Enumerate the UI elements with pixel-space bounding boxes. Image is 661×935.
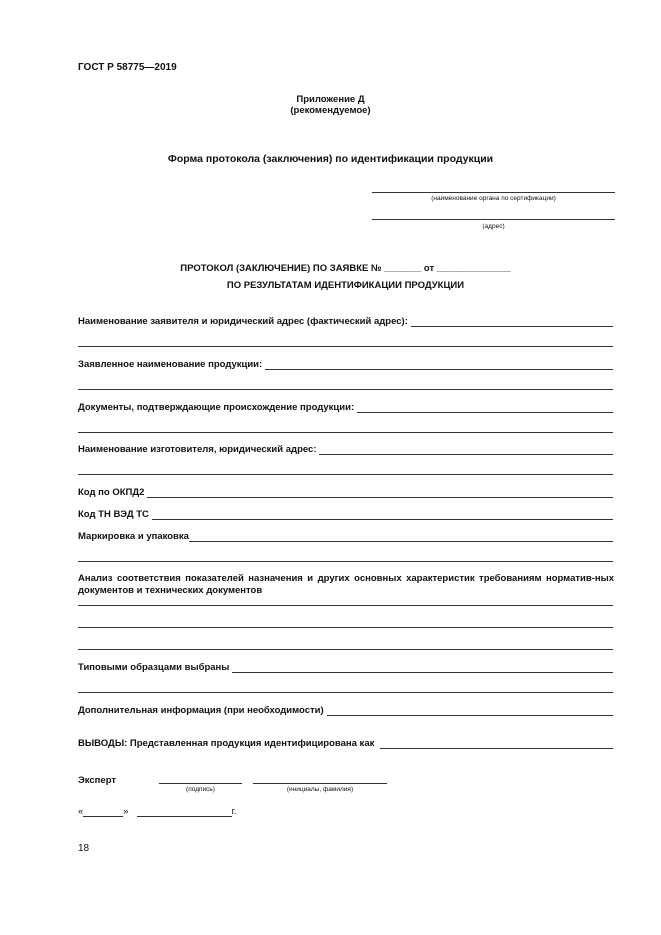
manufacturer-line-2[interactable]: [78, 474, 613, 475]
applicant-line-2[interactable]: [78, 346, 613, 347]
org-name-line[interactable]: [372, 192, 615, 193]
conclusions-line[interactable]: [380, 739, 613, 749]
standard-code: ГОСТ Р 58775—2019: [78, 62, 177, 73]
appendix-subtitle: (рекомендуемое): [290, 105, 371, 116]
applicant-label: Наименование заявителя и юридический адрес (фактический адрес):: [78, 316, 408, 327]
analysis-label: Анализ соответствия показателей назначения и других основных характеристик требованиям норматив-ных документов и технических документов: [78, 573, 614, 596]
marking-line-2[interactable]: [78, 561, 613, 562]
signature-line[interactable]: [159, 783, 242, 784]
date-month-line[interactable]: [137, 807, 232, 817]
manufacturer-line[interactable]: [319, 445, 613, 455]
appendix-title: Приложение Д: [296, 94, 365, 105]
date-open-quote: «: [78, 806, 84, 817]
marking-line[interactable]: [189, 532, 613, 542]
date-close-quote: »: [123, 806, 129, 817]
product-name-line-2[interactable]: [78, 389, 613, 390]
initials-line[interactable]: [253, 783, 387, 784]
org-address-line[interactable]: [372, 219, 615, 220]
documents-line-2[interactable]: [78, 432, 613, 433]
analysis-line-1[interactable]: [78, 605, 613, 606]
initials-caption: (инициалы, фамилия): [286, 786, 354, 793]
tnved-field: [78, 509, 613, 520]
form-title: Форма протокола (заключения) по идентификации продукции: [167, 153, 494, 165]
samples-label: Типовыми образцами выбраны: [78, 662, 230, 673]
marking-field: [78, 531, 613, 542]
additional-line[interactable]: [327, 706, 613, 716]
manufacturer-label: Наименование изготовителя, юридический адрес:: [78, 444, 317, 455]
date-field: [78, 806, 237, 817]
samples-line[interactable]: [232, 663, 613, 673]
product-name-field: [78, 359, 613, 370]
additional-label: Дополнительная информация (при необходимости): [78, 705, 324, 716]
applicant-field: [78, 316, 613, 327]
org-name-caption: (наименование органа по сертификации): [431, 195, 556, 202]
okpd2-label: Код по ОКПД2: [78, 487, 145, 498]
tnved-line[interactable]: [152, 510, 613, 520]
marking-label: Маркировка и упаковка: [78, 531, 189, 542]
product-name-line[interactable]: [265, 360, 613, 370]
okpd2-field: [78, 487, 613, 498]
documents-label: Документы, подтверждающие происхождение продукции:: [78, 402, 355, 413]
page-number: 18: [78, 843, 90, 854]
date-day-line[interactable]: [83, 807, 123, 817]
protocol-title-line1: ПРОТОКОЛ (ЗАКЛЮЧЕНИЕ) ПО ЗАЯВКЕ № _______ от ______________: [180, 263, 511, 274]
applicant-line[interactable]: [411, 317, 613, 327]
org-address-caption: (адрес): [482, 223, 505, 230]
documents-field: [78, 402, 613, 413]
signature-caption: (подпись): [186, 786, 215, 793]
expert-label: Эксперт: [78, 775, 117, 786]
conclusions-field: [78, 738, 613, 749]
manufacturer-field: [78, 444, 613, 455]
date-year-suffix: г.: [231, 806, 237, 817]
tnved-label: Код ТН ВЭД ТС: [78, 509, 149, 520]
additional-field: [78, 705, 613, 716]
samples-line-2[interactable]: [78, 692, 613, 693]
analysis-line-3[interactable]: [78, 649, 613, 650]
okpd2-line[interactable]: [147, 488, 613, 498]
analysis-line-2[interactable]: [78, 627, 613, 628]
protocol-title-line2: ПО РЕЗУЛЬТАТАМ ИДЕНТИФИКАЦИИ ПРОДУКЦИИ: [226, 280, 465, 291]
samples-field: [78, 662, 613, 673]
product-name-label: Заявленное наименование продукции:: [78, 359, 263, 370]
documents-line[interactable]: [357, 403, 613, 413]
conclusions-label: ВЫВОДЫ: Представленная продукция идентифицирована как: [78, 738, 375, 749]
